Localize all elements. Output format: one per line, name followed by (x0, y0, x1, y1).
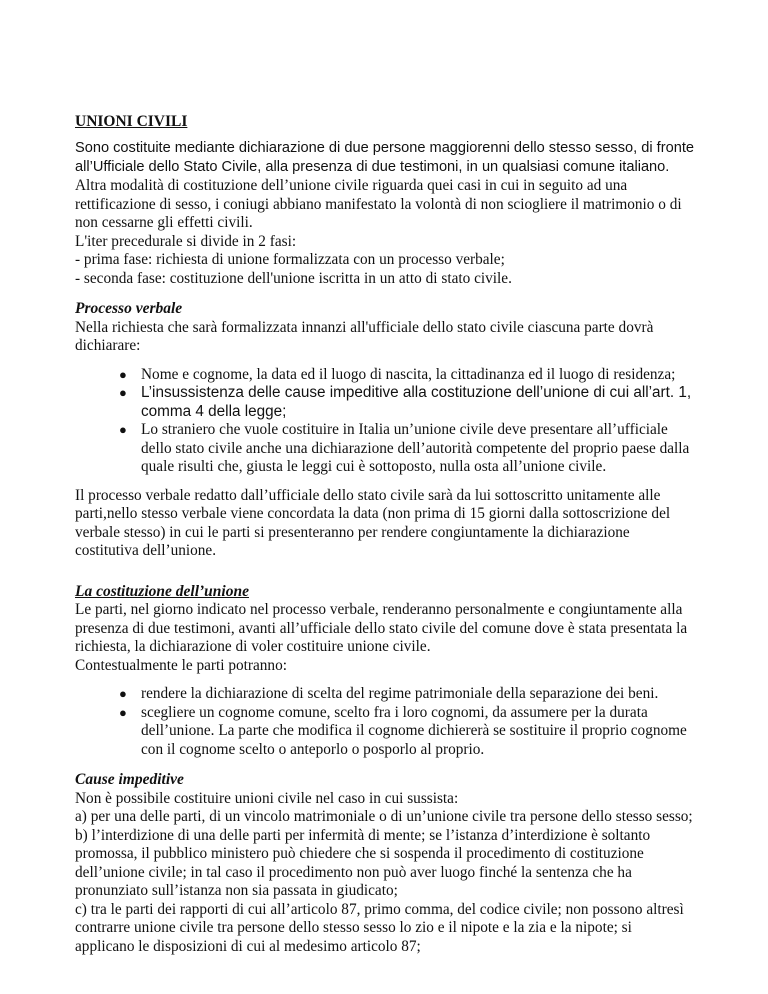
intro-paragraph-2: L'iter precedurale si divide in 2 fasi: (75, 232, 297, 250)
list-item-text: Nome e cognome, la data ed il luogo di nascita, la cittadinanza ed il luogo di residenza; (141, 365, 676, 383)
bullet-icon: ● (119, 366, 127, 382)
list-item-text: scegliere un cognome comune, scelto fra i loro cognomi, da assumere per la durata dell’unione. La parte che modifica il cognome dichiererà se sostituire il proprio cognome con il cognome scelto o anteporlo o posporlo al proprio. (141, 703, 687, 758)
processo-closing: Il processo verbale redatto dall’ufficiale dello stato civile sarà da lui sottoscritto unitamente alle parti,nello stesso verbale viene concordata la data (non prima di 15 giorni dalla sottoscrizione del verbale stesso) in cui le parti si presenteranno per rendere congiuntamente la dichiarazione costitutiva dell’unione. (75, 486, 671, 559)
cause-item-b: b) l’interdizione di una delle parti per infermità di mente; se l’istanza d’interdizione è soltanto promossa, il pubblico ministero può chiedere che si sospenda il procedimento di costituzione dell’unione civile; in tal caso il procedimento non può aver luogo finché la sentenza che ha pronunziato sull’istanza non sia passata in giudicato; (75, 826, 651, 899)
cause-item-a: a) per una delle parti, di un vincolo matrimoniale o di un’unione civile tra persone dello stesso sesso; (75, 808, 693, 825)
costituzione-bullet-list (75, 685, 695, 759)
intro-paragraph-1: Altra modalità di costituzione dell’unione civile riguarda quei casi in cui in seguito ad una rettificazione di sesso, i coniugi abbiano manifestato la volontà di non sciogliere il matrimonio o di non cessarne gli effetti civili. (75, 177, 682, 231)
cause-section (75, 771, 695, 956)
list-item (119, 421, 695, 477)
document-title: UNIONI CIVILI (75, 113, 188, 130)
intro-section (75, 139, 695, 288)
costituzione-text-2: Contestualmente le parti potranno: (75, 656, 287, 674)
processo-heading: Processo verbale (75, 300, 183, 317)
list-item (119, 704, 695, 760)
intro-paragraph-4: - seconda fase: costituzione dell'unione iscritta in un atto di stato civile. (75, 269, 512, 287)
costituzione-text: Le parti, nel giorno indicato nel processo verbale, renderanno personalmente e congiuntamente alla presenza di due testimoni, avanti all’ufficiale dello stato civile del comune dove è stata presentata la richiesta, la dichiarazione di voler costituire unione civile. (75, 601, 688, 655)
list-item-text: rendere la dichiarazione di scelta del regime patrimoniale della separazione dei beni. (141, 685, 659, 702)
cause-intro: Non è possibile costituire unioni civile nel caso in cui sussista: (75, 789, 459, 807)
list-item-text: Lo straniero che vuole costituire in Italia un’unione civile deve presentare all’ufficiale dello stato civile anche una dichiarazione dell’autorità competente del proprio paese dalla quale risulti che, giusta le leggi cui è sottoposto, nulla osta all’unione civile. (141, 421, 690, 475)
bullet-icon: ● (119, 385, 127, 400)
processo-text: Nella richiesta che sarà formalizzata innanzi all'ufficiale dello stato civile ciascuna parte dovrà dichiarare: (75, 318, 654, 354)
list-item (119, 384, 695, 421)
list-item-text: L’insussistenza delle cause impeditive alla costituzione dell’unione di cui all’art. 1, comma 4 della legge; (141, 384, 692, 420)
processo-section (75, 300, 695, 561)
costituzione-section (75, 583, 695, 760)
document-page (75, 112, 695, 966)
list-item (119, 366, 695, 385)
intro-paragraph-3: - prima fase: richiesta di unione formalizzata con un processo verbale; (75, 251, 505, 268)
cause-item-c: c) tra le parti dei rapporti di cui all’articolo 87, primo comma, del codice civile; non possono altresì contrarre unione civile tra persone dello stesso sesso lo zio e il nipote e la zia e la nipote; si applicano le disposizioni di cui al medesimo articolo 87; (75, 900, 684, 955)
processo-bullet-list (75, 366, 695, 477)
bullet-icon: ● (119, 704, 127, 720)
list-item (119, 685, 695, 704)
costituzione-heading: La costituzione dell’unione (75, 582, 249, 600)
cause-heading: Cause impeditive (75, 771, 184, 788)
intro-lead-paragraph: Sono costituite mediante dichiarazione di due persone maggiorenni dello stesso sesso, di fronte all’Ufficiale dello Stato Civile, alla presenza di due testimoni, in un qualsiasi comune italiano. (75, 140, 694, 175)
bullet-icon: ● (119, 686, 127, 701)
bullet-icon: ● (119, 422, 127, 437)
